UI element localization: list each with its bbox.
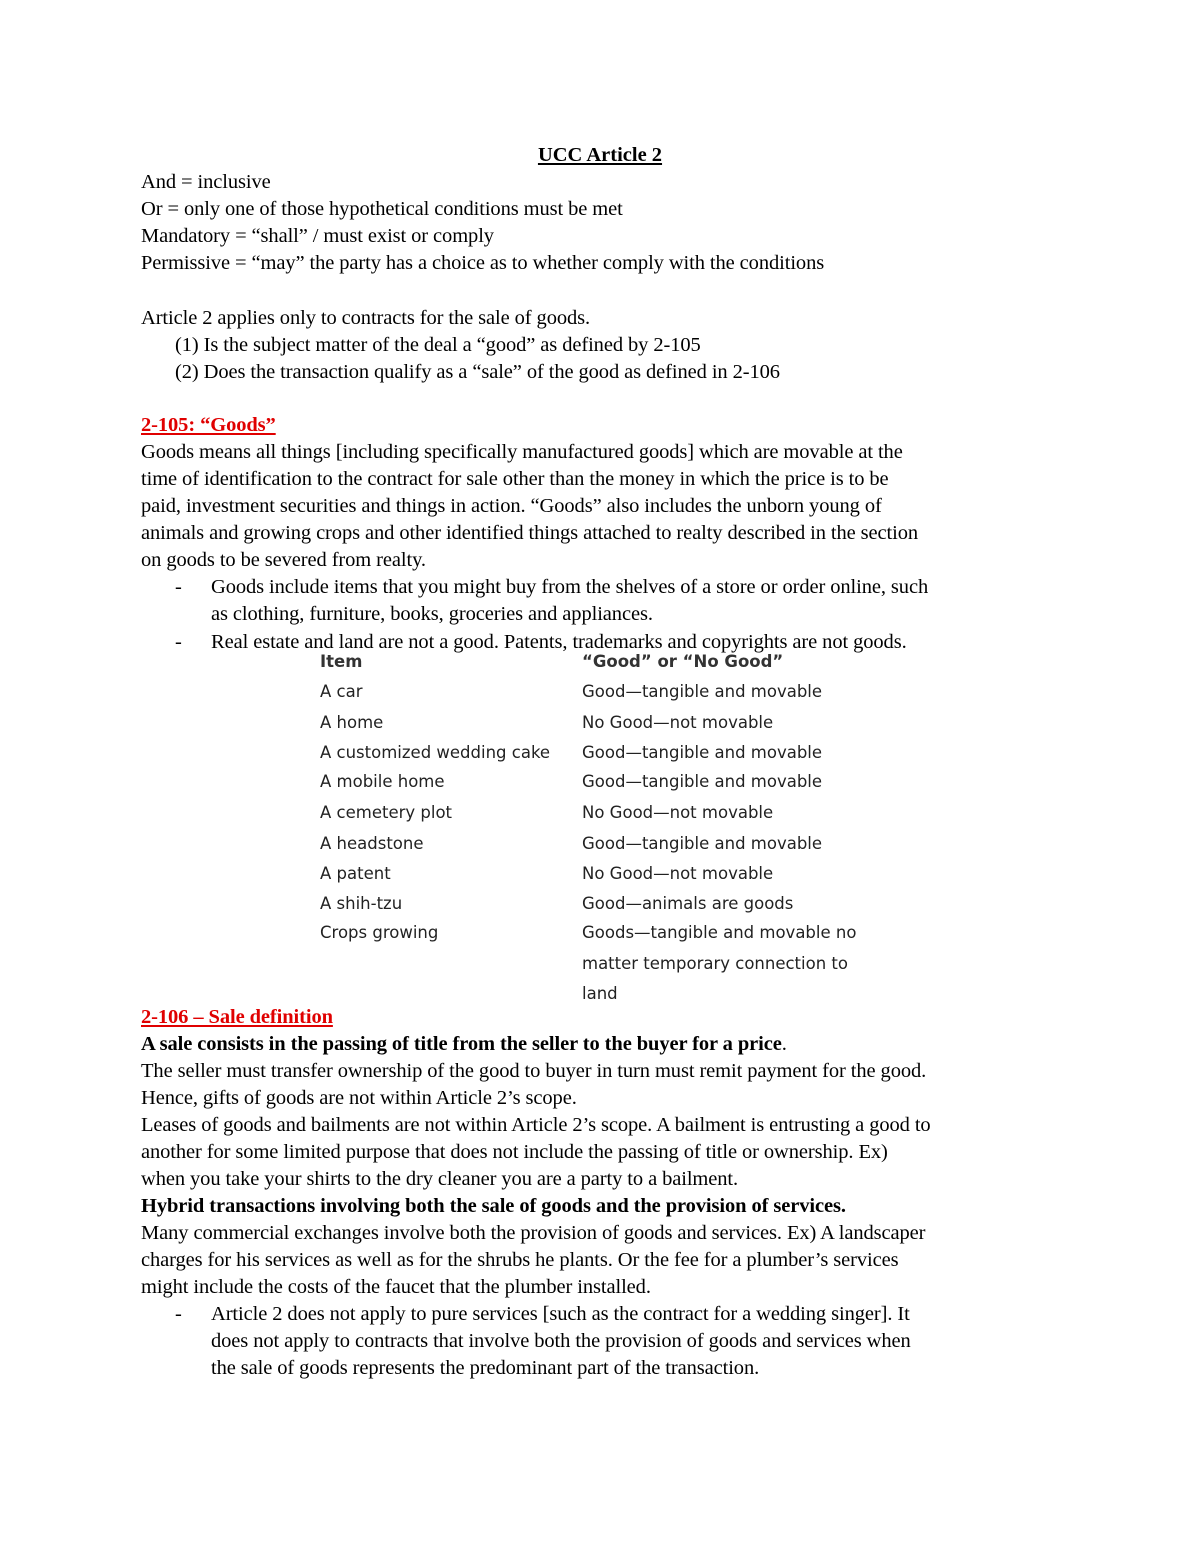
goods-paragraph-line: animals and growing crops and other identified things attached to realty described in the section xyxy=(141,522,919,544)
sale-line: when you take your shirts to the dry cleaner you are a party to a bailment. xyxy=(141,1168,739,1190)
goods-bullet-line: as clothing, furniture, books, groceries and appliances. xyxy=(211,603,653,625)
table-header-item: Item xyxy=(320,652,363,671)
goods-paragraph-line: Goods means all things [including specifically manufactured goods] which are movable at the xyxy=(141,441,903,463)
table-cell-item: A headstone xyxy=(320,834,424,853)
table-cell-item: A home xyxy=(320,713,384,732)
definition-and: And = inclusive xyxy=(141,171,271,193)
intro-text: Article 2 applies only to contracts for the sale of goods. xyxy=(141,307,591,329)
table-cell-status-line: land xyxy=(582,984,618,1003)
goods-heading: 2-105: “Goods” xyxy=(141,414,276,436)
goods-bullet-line: Real estate and land are not a good. Patents, trademarks and copyrights are not goods. xyxy=(211,631,907,653)
hybrid-bullet-line: Article 2 does not apply to pure services [such as the contract for a wedding singer]. It xyxy=(211,1303,910,1325)
definition-or: Or = only one of those hypothetical conditions must be met xyxy=(141,198,623,220)
table-cell-item: A mobile home xyxy=(320,772,445,791)
goods-paragraph-line: paid, investment securities and things in action. “Goods” also includes the unborn young of xyxy=(141,495,882,517)
intro-item-1: (1) Is the subject matter of the deal a “good” as defined by 2-105 xyxy=(175,334,701,356)
table-cell-status: Good—tangible and movable xyxy=(582,743,823,762)
sale-line: another for some limited purpose that does not include the passing of title or ownership. Ex) xyxy=(141,1141,888,1163)
table-header-status: “Good” or “No Good” xyxy=(582,652,784,671)
table-cell-status: No Good—not movable xyxy=(582,713,774,732)
table-cell-status: Good—tangible and movable xyxy=(582,772,823,791)
table-cell-item: A customized wedding cake xyxy=(320,743,551,762)
sale-line: The seller must transfer ownership of the good to buyer in turn must remit payment for the good. xyxy=(141,1060,927,1082)
table-cell-status-line: matter temporary connection to xyxy=(582,954,848,973)
table-cell-status: No Good—not movable xyxy=(582,864,774,883)
hybrid-heading: Hybrid transactions involving both the sale of goods and the provision of services. xyxy=(141,1195,846,1217)
definition-mandatory: Mandatory = “shall” / must exist or comply xyxy=(141,225,494,247)
table-cell-status-line: Goods—tangible and movable no xyxy=(582,923,857,942)
bullet-dash: - xyxy=(175,576,182,598)
table-cell-status: Good—tangible and movable xyxy=(582,834,823,853)
table-cell-item: Crops growing xyxy=(320,923,439,942)
table-cell-item: A car xyxy=(320,682,363,701)
table-cell-status: No Good—not movable xyxy=(582,803,774,822)
goods-paragraph-line: on goods to be severed from realty. xyxy=(141,549,426,571)
hybrid-line: charges for his services as well as for the shrubs he plants. Or the fee for a plumber’s services xyxy=(141,1249,899,1271)
goods-bullet-line: Goods include items that you might buy from the shelves of a store or order online, such xyxy=(211,576,929,598)
table-cell-status: Good—tangible and movable xyxy=(582,682,823,701)
hybrid-bullet-line: the sale of goods represents the predominant part of the transaction. xyxy=(211,1357,760,1379)
sale-line: Hence, gifts of goods are not within Article 2’s scope. xyxy=(141,1087,577,1109)
sale-definition-period: . xyxy=(781,1033,787,1055)
intro-item-2: (2) Does the transaction qualify as a “sale” of the good as defined in 2-106 xyxy=(175,361,780,383)
hybrid-line: Many commercial exchanges involve both the provision of goods and services. Ex) A landscaper xyxy=(141,1222,926,1244)
table-cell-item: A shih-tzu xyxy=(320,894,403,913)
sale-line: Leases of goods and bailments are not within Article 2’s scope. A bailment is entrusting a good to xyxy=(141,1114,931,1136)
bullet-dash: - xyxy=(175,631,182,653)
sale-definition-lead xyxy=(141,1031,787,1058)
table-cell-item: A patent xyxy=(320,864,391,883)
sale-heading: 2-106 – Sale definition xyxy=(141,1006,333,1028)
bullet-dash: - xyxy=(175,1303,182,1325)
hybrid-bullet-line: does not apply to contracts that involve both the provision of goods and services when xyxy=(211,1330,911,1352)
hybrid-line: might include the costs of the faucet that the plumber installed. xyxy=(141,1276,651,1298)
definition-permissive: Permissive = “may” the party has a choice as to whether comply with the conditions xyxy=(141,252,825,274)
goods-paragraph-line: time of identification to the contract for sale other than the money in which the price is to be xyxy=(141,468,889,490)
sale-definition-bold: A sale consists in the passing of title from the seller to the buyer for a price xyxy=(141,1033,782,1055)
page-title: UCC Article 2 xyxy=(537,144,663,166)
table-cell-item: A cemetery plot xyxy=(320,803,453,822)
table-cell-status: Good—animals are goods xyxy=(582,894,794,913)
